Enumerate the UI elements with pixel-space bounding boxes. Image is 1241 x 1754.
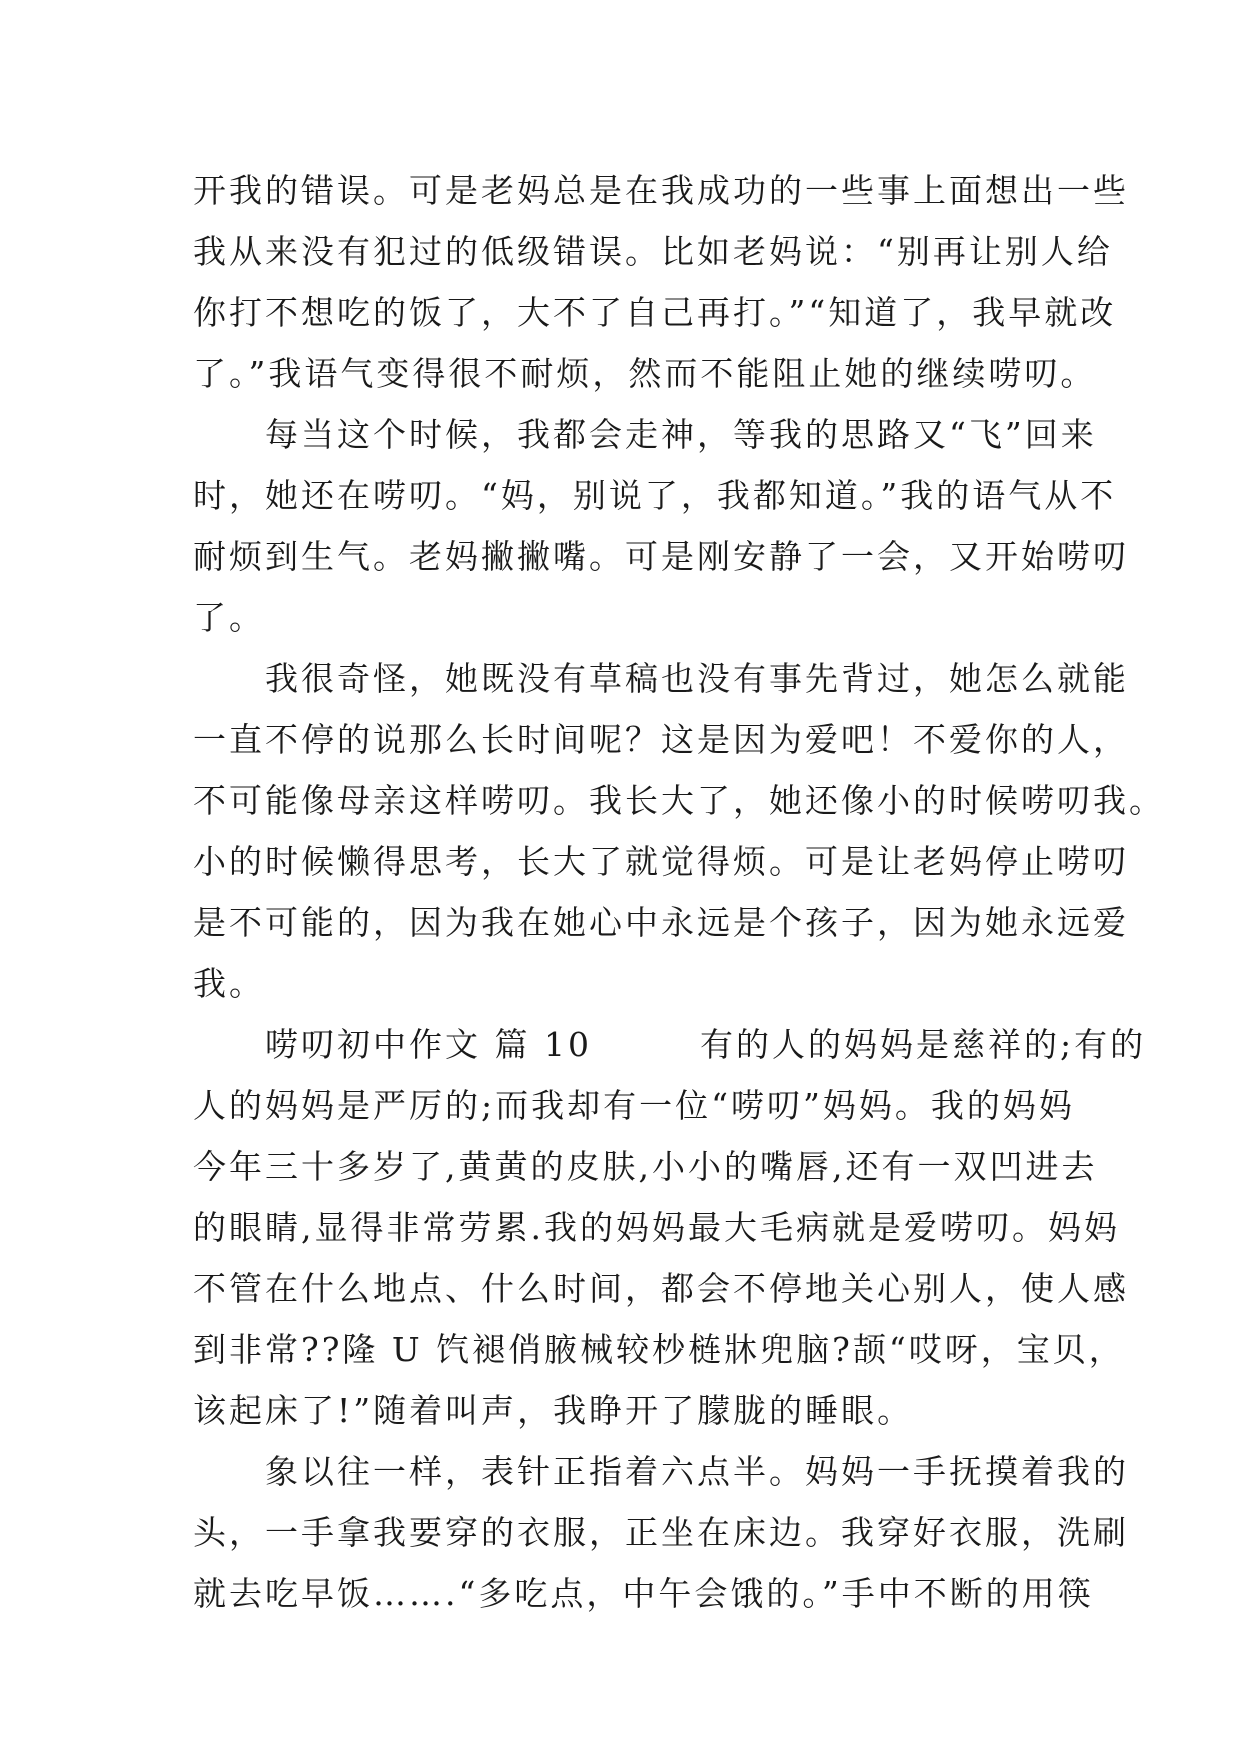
text-line: 了。”我语气变得很不耐烦，然而不能阻止她的继续唠叨。 — [193, 354, 1097, 393]
text-line: 我。 — [193, 964, 265, 1003]
text-line: 头，一手拿我要穿的衣服，正坐在床边。我穿好衣服，洗刷 — [193, 1513, 1129, 1552]
text-line: 一直不停的说那么长时间呢？这是因为爱吧！不爱你的人， — [193, 720, 1129, 759]
text-line: 到非常??隆 U 饩褪俏腋械较杪梿牀兜脑?颉“哎呀，宝贝， — [193, 1330, 1125, 1369]
section-heading-line: 唠叨初中作文 篇 10 有的人的妈妈是慈祥的;有的 — [193, 1025, 1147, 1064]
text-line: 就去吃早饭…….“多吃点，中午会饿的。”手中不断的用筷 — [193, 1574, 1094, 1613]
text-line: 不管在什么地点、什么时间，都会不停地关心别人，使人感 — [193, 1269, 1129, 1308]
text-line: 不可能像母亲这样唠叨。我长大了，她还像小的时候唠叨我。 — [193, 781, 1165, 820]
paragraph-start-line: 每当这个时候，我都会走神，等我的思路又“飞”回来 — [193, 415, 1097, 454]
paragraph-start-line: 象以往一样，表针正指着六点半。妈妈一手抚摸着我的 — [193, 1452, 1129, 1491]
text-line: 今年三十多岁了,黄黄的皮肤,小小的嘴唇,还有一双凹进去 — [193, 1147, 1098, 1186]
text-line: 时，她还在唠叨。“妈，别说了，我都知道。”我的语气从不 — [193, 476, 1117, 515]
text-line: 的眼睛,显得非常劳累.我的妈妈最大毛病就是爱唠叨。妈妈 — [193, 1208, 1120, 1247]
text-line: 小的时候懒得思考，长大了就觉得烦。可是让老妈停止唠叨 — [193, 842, 1129, 881]
text-line: 人的妈妈是严厉的;而我却有一位“唠叨”妈妈。我的妈妈 — [193, 1086, 1075, 1125]
text-line: 了。 — [193, 598, 265, 637]
text-line: 耐烦到生气。老妈撇撇嘴。可是刚安静了一会，又开始唠叨 — [193, 537, 1129, 576]
body-text — [193, 160, 1165, 1624]
text-line: 你打不想吃的饭了，大不了自己再打。”“知道了，我早就改 — [193, 293, 1117, 332]
text-line: 开我的错误。可是老妈总是在我成功的一些事上面想出一些 — [193, 171, 1129, 210]
paragraph-start-line: 我很奇怪，她既没有草稿也没有事先背过，她怎么就能 — [193, 659, 1129, 698]
text-line: 我从来没有犯过的低级错误。比如老妈说：“别再让别人给 — [193, 232, 1113, 271]
text-line: 是不可能的，因为我在她心中永远是个孩子，因为她永远爱 — [193, 903, 1129, 942]
text-line: 该起床了!”随着叫声，我睁开了朦胧的睡眼。 — [193, 1391, 914, 1430]
